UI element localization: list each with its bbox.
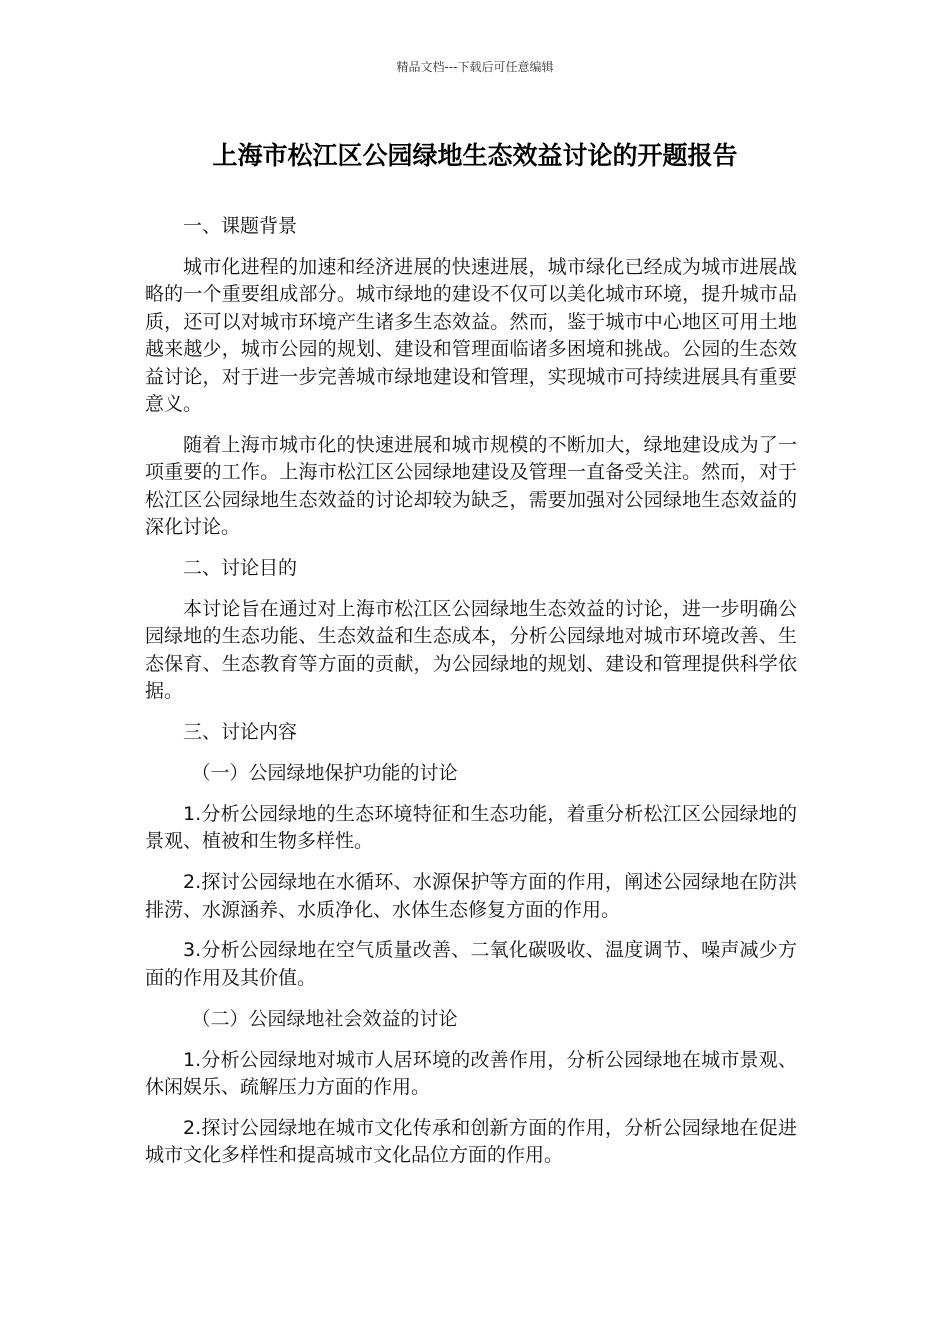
subheading-protection-function: （一）公园绿地保护功能的讨论: [191, 761, 458, 784]
paragraph-protection-item-3: 3.分析公园绿地在空气质量改善、二氧化碳吸收、温度调节、噪声减少方面的作用及其价值。: [145, 939, 797, 989]
paragraph-protection-item-1: 1.分析公园绿地的生态环境特征和生态功能，着重分析松江区公园绿地的景观、植被和生物多样性。: [145, 802, 797, 853]
paragraph-purpose: 本讨论旨在通过对上海市松江区公园绿地生态效益的讨论，进一步明确公园绿地的生态功能、生态效益和生态成本，分析公园绿地对城市环境改善、生态保育、生态教育等方面的贡献，为公园绿地的规划、建设和管理提供科学依据。: [145, 597, 797, 703]
paragraph-background-1: 城市化进程的加速和经济进展的快速进展，城市绿化已经成为城市进展战略的一个重要组成部分。城市绿地的建设不仅可以美化城市环境，提升城市品质，还可以对城市环境产生诸多生态效益。然而，鉴于城市中心地区可用土地越来越少，城市公园的规划、建设和管理面临诸多困境和挑战。公园的生态效益讨论，对于进一步完善城市绿地建设和管理，实现城市可持续进展具有重要意义。: [145, 255, 797, 415]
document-body: [145, 213, 797, 1183]
paragraph-background-2: 随着上海市城市化的快速进展和城市规模的不断加大，绿地建设成为了一项重要的工作。上海市松江区公园绿地建设及管理一直备受关注。然而，对于松江区公园绿地生态效益的讨论却较为缺乏，需要加强对公园绿地生态效益的深化讨论。: [145, 433, 797, 539]
section-heading-background: 一、课题背景: [183, 215, 298, 237]
paragraph-social-item-1: 1.分析公园绿地对城市人居环境的改善作用，分析公园绿地在城市景观、休闲娱乐、疏解压力方面的作用。: [145, 1048, 797, 1099]
document-title: 上海市松江区公园绿地生态效益讨论的开题报告: [212, 141, 738, 170]
paragraph-social-item-2: 2.探讨公园绿地在城市文化传承和创新方面的作用，分析公园绿地在促进城市文化多样性和提高城市文化品位方面的作用。: [145, 1116, 797, 1167]
header-note: 精品文档---下载后可任意编辑: [396, 60, 554, 74]
section-heading-content: 三、讨论内容: [183, 721, 298, 743]
section-heading-purpose: 二、讨论目的: [183, 556, 298, 579]
paragraph-protection-item-2: 2.探讨公园绿地在水循环、水源保护等方面的作用，阐述公园绿地在防洪排涝、水源涵养、水质净化、水体生态修复方面的作用。: [145, 871, 797, 921]
subheading-social-benefit: （二）公园绿地社会效益的讨论: [191, 1007, 458, 1030]
